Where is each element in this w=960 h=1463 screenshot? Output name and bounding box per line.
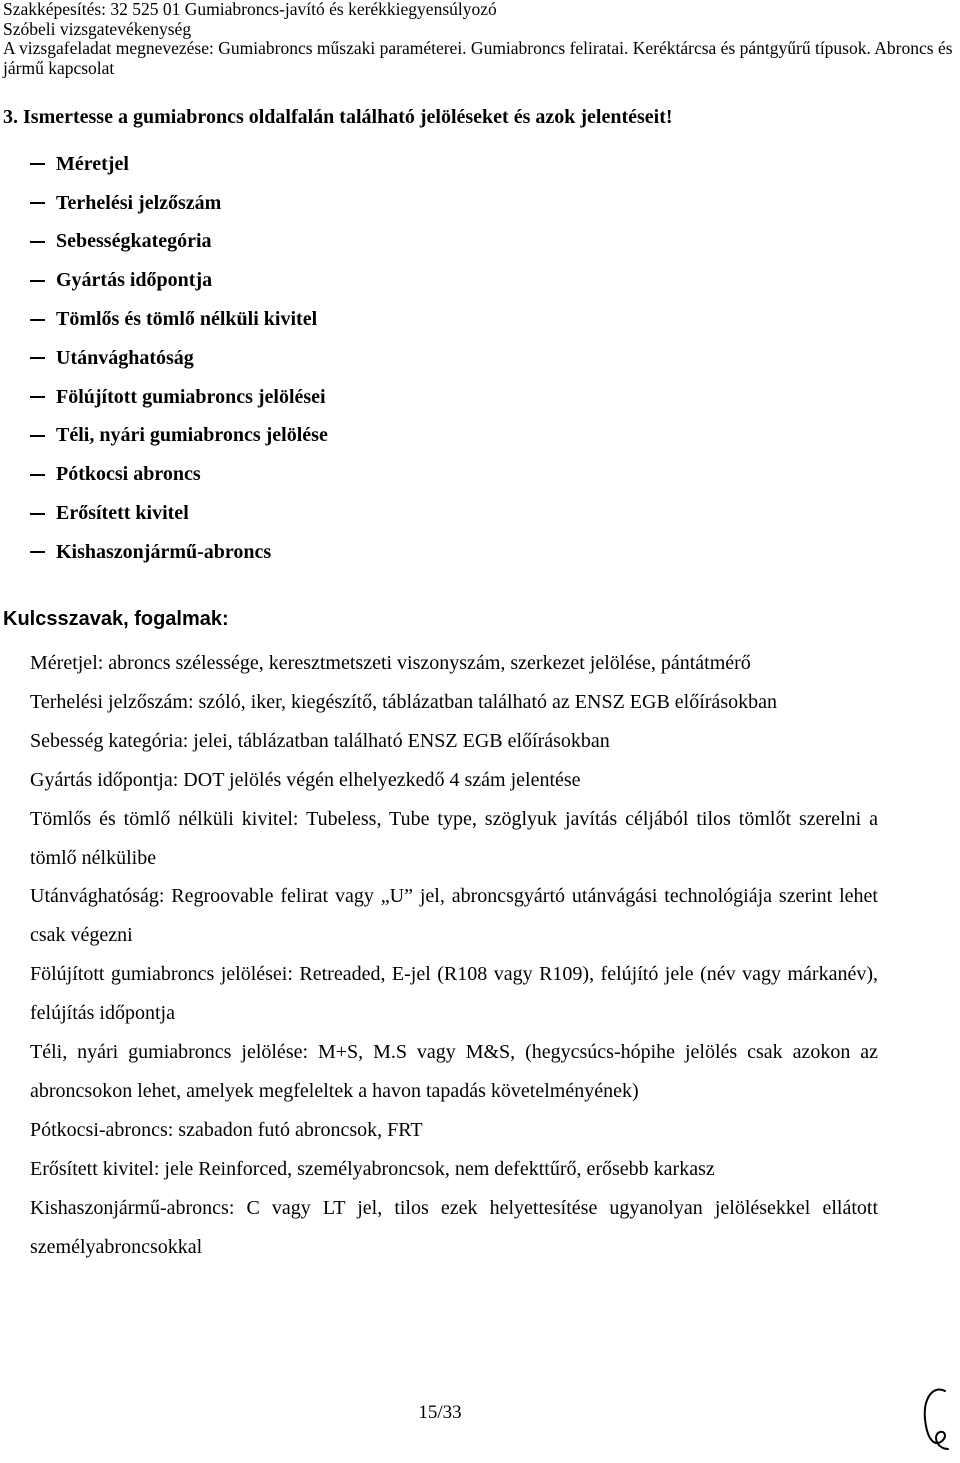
list-item: Téli, nyári gumiabroncs jelölése <box>30 417 328 456</box>
dash-bullet <box>30 513 45 515</box>
definitions-list <box>30 644 878 1267</box>
list-item: Sebességkategória <box>30 223 328 262</box>
dash-bullet <box>30 163 45 165</box>
definition-paragraph: Gyártás időpontja: DOT jelölés végén elhelyezkedő 4 szám jelentése <box>30 768 581 791</box>
list-item: Tömlős és tömlő nélküli kivitel <box>30 300 328 339</box>
header-qualification: Szakképesítés: 32 525 01 Gumiabroncs-javító és kerékkiegyensúlyozó <box>3 0 497 19</box>
dash-bullet <box>30 357 45 359</box>
dash-bullet <box>30 319 45 321</box>
dash-bullet <box>30 474 45 476</box>
definition-paragraph: Fölújított gumiabroncs jelölései: Retreaded, E-jel (R108 vagy R109), felújító jele (név vagy márkanév), felújítás időpontja <box>30 963 878 1025</box>
dash-bullet <box>30 202 45 204</box>
list-item: Fölújított gumiabroncs jelölései <box>30 378 328 417</box>
definition-paragraph: Pótkocsi-abroncs: szabadon futó abroncsok, FRT <box>30 1118 423 1141</box>
list-item: Erősített kivitel <box>30 494 328 533</box>
definition-paragraph: Méretjel: abroncs szélessége, keresztmetszeti viszonyszám, szerkezet jelölése, pántátmérő <box>30 652 751 674</box>
handwritten-signature <box>918 1385 954 1455</box>
definition-paragraph: Sebesség kategória: jelei, táblázatban található ENSZ EGB előírásokban <box>30 729 610 752</box>
definition-paragraph: Tömlős és tömlő nélküli kivitel: Tubeless, Tube type, szöglyuk javítás céljából tilos tömlőt szerelni a tömlő nélkülibe <box>30 807 878 869</box>
list-item: Méretjel <box>30 145 328 184</box>
definition-paragraph: Kishaszonjármű-abroncs: C vagy LT jel, tilos ezek helyettesítése ugyanolyan jelölésekkel ellátott személyabroncsokkal <box>30 1196 878 1258</box>
dash-bullet <box>30 280 45 282</box>
list-item: Pótkocsi abroncs <box>30 455 328 494</box>
marking-list <box>30 145 328 572</box>
page-number: 15/33 <box>418 1402 462 1423</box>
document-header <box>3 0 953 78</box>
list-item: Terhelési jelzőszám <box>30 184 328 223</box>
dash-bullet <box>30 551 45 553</box>
list-item: Utánvághatóság <box>30 339 328 378</box>
question-title: 3. Ismertesse a gumiabroncs oldalfalán található jelöléseket és azok jelentéseit! <box>3 106 673 128</box>
dash-bullet <box>30 396 45 398</box>
keywords-heading: Kulcsszavak, fogalmak: <box>3 608 229 630</box>
definition-paragraph: Utánvághatóság: Regroovable felirat vagy „U” jel, abroncsgyártó utánvágási technológiája szerint lehet csak végezni <box>30 885 878 947</box>
header-activity: Szóbeli vizsgatevékenység <box>3 18 192 39</box>
list-item: Gyártás időpontja <box>30 261 328 300</box>
dash-bullet <box>30 241 45 243</box>
list-item: Kishaszonjármű-abroncs <box>30 533 328 572</box>
definition-paragraph: Téli, nyári gumiabroncs jelölése: M+S, M.S vagy M&S, (hegycsúcs-hópihe jelölés csak azokon az abroncsokon lehet, amelyek megfeleltek a havon tapadás követelményének) <box>30 1041 878 1102</box>
definition-paragraph: Terhelési jelzőszám: szóló, iker, kiegészítő, táblázatban található az ENSZ EGB előírásokban <box>30 690 777 713</box>
definition-paragraph: Erősített kivitel: jele Reinforced, személyabroncsok, nem defekttűrő, erősebb karkasz <box>30 1157 715 1180</box>
dash-bullet <box>30 435 45 437</box>
header-task-title: A vizsgafeladat megnevezése: Gumiabroncs műszaki paraméterei. Gumiabroncs feliratai. Keréktárcsa és pántgyűrű típusok. Abroncs és jármű kapcsolat <box>3 38 953 78</box>
